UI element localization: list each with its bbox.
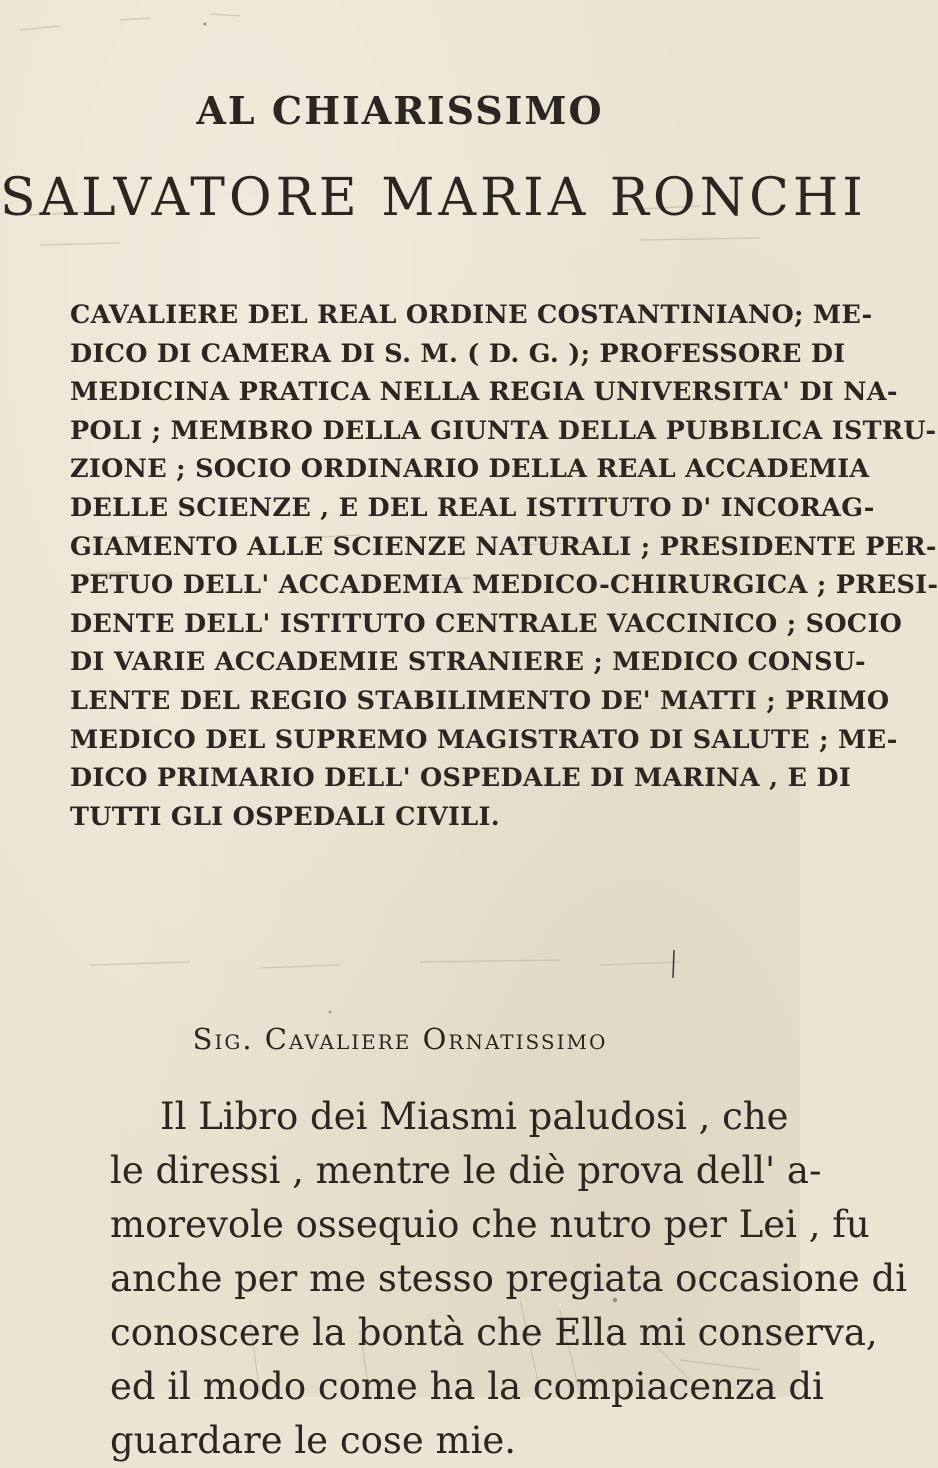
titles-line: PETUO DELL' ACCADEMIA MEDICO-CHIRURGICA ; PRESI-: [70, 570, 938, 601]
titles-line: GIAMENTO ALLE SCIENZE NATURALI ; PRESIDENTE PER-: [70, 531, 937, 562]
salutation: Sig. Cavaliere Ornatissimo: [192, 1022, 608, 1056]
titles-line: DI VARIE ACCADEMIE STRANIERE ; MEDICO CONSU-: [70, 647, 866, 678]
titles-line: DENTE DELL' ISTITUTO CENTRALE VACCINICO ; SOCIO: [70, 608, 903, 639]
letter-body: [110, 1090, 908, 1468]
titles-line: DELLE SCIENZE , E DEL REAL ISTITUTO D' INCORAG-: [70, 492, 875, 523]
letter-line: Il Libro dei Miasmi paludosi , che: [160, 1095, 789, 1138]
titles-line: POLI ; MEMBRO DELLA GIUNTA DELLA PUBBLICA ISTRU-: [70, 415, 937, 446]
titles-line: DICO PRIMARIO DELL' OSPEDALE DI MARINA , E DI: [70, 763, 852, 794]
letter-line: conoscere la bontà che Ella mi conserva,: [110, 1311, 878, 1354]
honorific-titles: [70, 296, 938, 836]
dedicatee-name: SALVATORE MARIA RONCHI: [0, 168, 867, 228]
titles-line: MEDICO DEL SUPREMO MAGISTRATO DI SALUTE ; ME-: [70, 724, 898, 755]
titles-line: CAVALIERE DEL REAL ORDINE COSTANTINIANO; ME-: [70, 300, 873, 330]
titles-line: ZIONE ; SOCIO ORDINARIO DELLA REAL ACCADEMIA: [70, 454, 870, 485]
letter-line: ed il modo come ha la compiacenza di: [110, 1365, 824, 1408]
titles-line: LENTE DEL REGIO STABILIMENTO DE' MATTI ; PRIMO: [70, 685, 890, 716]
separator-mark: [672, 950, 676, 978]
titles-line: MEDICINA PRATICA NELLA REGIA UNIVERSITA' DI NA-: [70, 377, 898, 408]
dedication-heading: AL CHIARISSIMO: [196, 88, 604, 133]
letter-line: le diressi , mentre le diè prova dell' a-: [110, 1149, 822, 1192]
titles-line: DICO DI CAMERA DI S. M. ( D. G. ); PROFESSORE DI: [70, 338, 846, 369]
titles-line: TUTTI GLI OSPEDALI CIVILI.: [70, 801, 500, 832]
letter-line: morevole ossequio che nutro per Lei , fu: [110, 1203, 870, 1246]
letter-line: guardare le cose mie.: [110, 1419, 517, 1462]
letter-line: anche per me stesso pregiata occasione di: [110, 1257, 908, 1300]
